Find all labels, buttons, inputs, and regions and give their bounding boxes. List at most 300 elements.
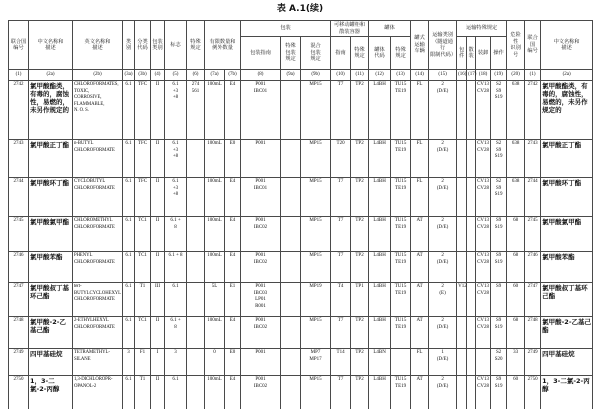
chinese-name-cell: 氯甲酸酯类，有毒的，腐蚀性，易燃的，未另作规定的 <box>29 81 73 140</box>
un-number-repeat-cell: 2749 <box>525 349 541 376</box>
chinese-name-repeat-cell: 氯甲酸环丁酯 <box>541 178 593 217</box>
packing-group-cell: II <box>151 217 165 252</box>
packing-group-cell: II <box>151 178 165 217</box>
table-row-2742 <box>9 81 593 140</box>
labels-cell: 6.1 +3 +8 <box>165 81 187 140</box>
tank-code-cell: L4BH <box>369 140 391 178</box>
special-provisions-loading-cell: CV13 CV28 <box>476 178 491 217</box>
special-packing-provisions-cell <box>281 81 301 140</box>
class-cell: 6.1 <box>123 376 135 409</box>
packing-group-cell: II <box>151 252 165 283</box>
excepted-quantity-cell: E0 <box>225 140 241 178</box>
chinese-name-cell: 氯甲酸苯酯 <box>29 252 73 283</box>
class-cell: 6.1 <box>123 178 135 217</box>
portable-tank-special-provisions-cell: TP2 <box>351 140 369 178</box>
transport-category-cell: 2 (E) <box>429 283 457 317</box>
hazard-identification-number-cell: 60 <box>507 376 525 409</box>
english-name-cell: CHLOROFORMATES, TOXIC, CORROSIVE, FLAMMABLE, N. O. S. <box>73 81 123 140</box>
special-provisions-packages-cell <box>457 252 467 283</box>
classification-code-cell: TC1 <box>135 252 151 283</box>
column-number-un-number-repeat: (1) <box>525 70 541 81</box>
header-tank-special-provisions: 特殊 规定 <box>391 37 411 70</box>
column-number-limited-quantity: (7a) <box>205 70 225 81</box>
column-number-packing-instruction: (8) <box>241 70 281 81</box>
tank-vehicle-cell: FL <box>411 349 429 376</box>
column-number-portable-tank-special-provisions: (11) <box>351 70 369 81</box>
tank-code-cell: L4BH <box>369 81 391 140</box>
un-number-cell: 2750 <box>9 376 29 409</box>
limited-quantity-cell: 100mL <box>205 81 225 140</box>
chinese-name-repeat-cell: 1，3-二氯-2-丙醇 <box>541 376 593 409</box>
header-row-column-numbers <box>9 70 593 81</box>
portable-tank-special-provisions-cell: TP2 <box>351 252 369 283</box>
special-provisions-packages-cell: V12 <box>457 283 467 317</box>
column-number-class: (3a) <box>123 70 135 81</box>
column-number-special-provisions-operation: (19) <box>491 70 507 81</box>
chinese-name-repeat-cell: 氯甲酸酯类，有毒的，腐蚀性，易燃的，未另作规定的 <box>541 81 593 140</box>
limited-quantity-cell: 100mL <box>205 178 225 217</box>
special-provisions-operation-cell: S2 S9 S19 <box>491 81 507 140</box>
limited-quantity-cell: 100mL <box>205 376 225 409</box>
chinese-name-cell: 氯甲酸正丁酯 <box>29 140 73 178</box>
class-cell: 6.1 <box>123 217 135 252</box>
tank-vehicle-cell: AT <box>411 376 429 409</box>
un-number-repeat-cell: 2750 <box>525 376 541 409</box>
special-provisions-loading-cell: CV13 CV28 <box>476 81 491 140</box>
header-english-name: 英文名称和 描述 <box>73 21 123 70</box>
english-name-cell: 1,3-DICHLOROPR- OPANOL-2 <box>73 376 123 409</box>
classification-code-cell: T1 <box>135 283 151 317</box>
special-provisions-bulk-cell <box>467 81 476 140</box>
tank-special-provisions-cell: TU15 TE19 <box>391 376 411 409</box>
table-row-2746 <box>9 252 593 283</box>
packing-group-cell: III <box>151 283 165 317</box>
special-provisions-loading-cell: CV13 CV28 <box>476 283 491 317</box>
excepted-quantity-cell: E1 <box>225 283 241 317</box>
special-provisions-cell <box>187 140 205 178</box>
header-special-provisions-bulk: 散装 <box>467 37 476 70</box>
classification-code-cell: TFC <box>135 81 151 140</box>
chinese-name-cell: 氯甲酸氯甲酯 <box>29 217 73 252</box>
special-packing-provisions-cell <box>281 349 301 376</box>
column-number-classification-code: (3b) <box>135 70 151 81</box>
special-provisions-cell <box>187 317 205 349</box>
mixed-packing-provisions-cell: MP15 <box>301 376 331 409</box>
tank-special-provisions-cell: TU15 TE19 <box>391 317 411 349</box>
portable-tank-instruction-cell: T4 <box>331 283 351 317</box>
portable-tank-instruction-cell: T14 <box>331 349 351 376</box>
transport-category-cell: 2 (D/E) <box>429 317 457 349</box>
special-packing-provisions-cell <box>281 376 301 409</box>
dangerous-goods-table <box>8 20 593 409</box>
special-provisions-cell <box>187 283 205 317</box>
tank-code-cell: L4BH <box>369 178 391 217</box>
hazard-identification-number-cell: 60 <box>507 283 525 317</box>
special-provisions-loading-cell <box>476 349 491 376</box>
packing-group-cell: II <box>151 140 165 178</box>
tank-vehicle-cell: AT <box>411 217 429 252</box>
transport-category-cell: 2 (D/E) <box>429 140 457 178</box>
transport-category-cell: 2 (D/E) <box>429 81 457 140</box>
special-packing-provisions-cell <box>281 140 301 178</box>
column-number-hazard-identification-number: (20) <box>507 70 525 81</box>
table-row-2744 <box>9 178 593 217</box>
packing-group-cell: II <box>151 317 165 349</box>
special-provisions-operation-cell: S2 S9 S19 <box>491 178 507 217</box>
column-number-transport-category: (15) <box>429 70 457 81</box>
packing-instruction-cell: P001 IBC02 <box>241 317 281 349</box>
special-provisions-loading-cell: CV13 CV28 <box>476 252 491 283</box>
portable-tank-instruction-cell: T7 <box>331 317 351 349</box>
special-provisions-packages-cell <box>457 349 467 376</box>
portable-tank-special-provisions-cell: TP2 <box>351 376 369 409</box>
column-number-special-provisions-packages: (16) <box>457 70 467 81</box>
column-number-chinese-name: (2a) <box>29 70 73 81</box>
packing-instruction-cell: P001 <box>241 140 281 178</box>
class-cell: 6.1 <box>123 252 135 283</box>
un-number-cell: 2743 <box>9 140 29 178</box>
portable-tank-instruction-cell: T7 <box>331 217 351 252</box>
english-name-cell: tert- BUTYLCYCLOHEXYL CHLOROFORMATE <box>73 283 123 317</box>
tank-vehicle-cell: AT <box>411 283 429 317</box>
special-provisions-loading-cell: CV13 CV28 <box>476 317 491 349</box>
column-number-tank-code: (12) <box>369 70 391 81</box>
mixed-packing-provisions-cell: MP15 <box>301 217 331 252</box>
header-transport-category: 运输类别 （隧道通行 限制代码） <box>429 21 457 70</box>
packing-group-cell: I <box>151 349 165 376</box>
portable-tank-special-provisions-cell: TP2 <box>351 317 369 349</box>
tank-vehicle-cell: AT <box>411 252 429 283</box>
header-special-provisions: 特殊 规定 <box>187 21 205 70</box>
header-special-provisions-operation: 操作 <box>491 37 507 70</box>
labels-cell: 6.1 <box>165 376 187 409</box>
packing-instruction-cell: P001 <box>241 349 281 376</box>
class-cell: 3 <box>123 349 135 376</box>
un-number-repeat-cell: 2745 <box>525 217 541 252</box>
transport-category-cell: 2 (D/E) <box>429 252 457 283</box>
column-number-excepted-quantity: (7b) <box>225 70 241 81</box>
class-cell: 6.1 <box>123 140 135 178</box>
tank-special-provisions-cell: TU15 TE19 <box>391 81 411 140</box>
header-un-number-repeat: 联合国 编号 <box>525 21 541 70</box>
english-name-cell: CHLOROMETHYL CHLOROFORMATE <box>73 217 123 252</box>
column-number-english-name: (2b) <box>73 70 123 81</box>
un-number-cell: 2742 <box>9 81 29 140</box>
portable-tank-special-provisions-cell: TP1 <box>351 283 369 317</box>
column-number-mixed-packing-provisions: (9b) <box>301 70 331 81</box>
un-number-cell: 2747 <box>9 283 29 317</box>
excepted-quantity-cell: E4 <box>225 81 241 140</box>
header-packing-instructions: 包装指南 <box>241 37 281 70</box>
tank-code-cell: L4BH <box>369 217 391 252</box>
excepted-quantity-cell: E4 <box>225 376 241 409</box>
packing-instruction-cell: P001 IBC02 <box>241 252 281 283</box>
class-cell: 6.1 <box>123 317 135 349</box>
header-classification-code: 分类 代码 <box>135 21 151 70</box>
header-un-number: 联合国 编号 <box>9 21 29 70</box>
header-labels: 标志 <box>165 21 187 70</box>
special-provisions-bulk-cell <box>467 283 476 317</box>
tank-special-provisions-cell <box>391 349 411 376</box>
special-packing-provisions-cell <box>281 178 301 217</box>
tank-vehicle-cell: AT <box>411 317 429 349</box>
class-cell: 6.1 <box>123 283 135 317</box>
tank-code-cell: L4BH <box>369 317 391 349</box>
special-provisions-operation-cell: S9 S19 <box>491 217 507 252</box>
labels-cell: 3 <box>165 349 187 376</box>
classification-code-cell: TC1 <box>135 217 151 252</box>
labels-cell: 6.1 +3 +8 <box>165 140 187 178</box>
tank-special-provisions-cell: TU15 TE19 <box>391 140 411 178</box>
special-provisions-cell <box>187 376 205 409</box>
special-provisions-packages-cell <box>457 217 467 252</box>
limited-quantity-cell: 100mL <box>205 317 225 349</box>
special-provisions-operation-cell: S9 <box>491 283 507 317</box>
labels-cell: 6.1 + 8 <box>165 317 187 349</box>
column-number-special-provisions: (6) <box>187 70 205 81</box>
english-name-cell: CYCLOBUTYL CHLOROFORMATE <box>73 178 123 217</box>
header-tank-vehicle: 罐式 运输 车辆 <box>411 21 429 70</box>
hazard-identification-number-cell: 68 <box>507 317 525 349</box>
classification-code-cell: TC1 <box>135 317 151 349</box>
special-provisions-operation-cell: S2 S9 S19 <box>491 140 507 178</box>
special-provisions-cell <box>187 217 205 252</box>
tank-special-provisions-cell: TU15 TE19 <box>391 252 411 283</box>
transport-category-cell: 2 (D/E) <box>429 217 457 252</box>
packing-group-cell: II <box>151 376 165 409</box>
un-number-repeat-cell: 2748 <box>525 317 541 349</box>
tank-special-provisions-cell: TU15 TE19 <box>391 178 411 217</box>
special-packing-provisions-cell <box>281 217 301 252</box>
special-provisions-bulk-cell <box>467 376 476 409</box>
excepted-quantity-cell: E4 <box>225 252 241 283</box>
table-row-2747 <box>9 283 593 317</box>
transport-category-cell: 2 (D/E) <box>429 376 457 409</box>
special-provisions-packages-cell <box>457 81 467 140</box>
un-number-repeat-cell: 2746 <box>525 252 541 283</box>
classification-code-cell: TFC <box>135 178 151 217</box>
mixed-packing-provisions-cell: MP15 <box>301 317 331 349</box>
special-provisions-loading-cell: CV13 CV28 <box>476 376 491 409</box>
table-title: 表 A.1(续) <box>276 4 324 14</box>
table-row-2745 <box>9 217 593 252</box>
special-provisions-loading-cell: CV13 CV28 <box>476 217 491 252</box>
english-name-cell: n-BUTYL CHLOROFORMATE <box>73 140 123 178</box>
header-row-groups <box>9 21 593 37</box>
column-number-tank-special-provisions: (13) <box>391 70 411 81</box>
special-provisions-bulk-cell <box>467 252 476 283</box>
table-row-2743 <box>9 140 593 178</box>
chinese-name-repeat-cell: 氯甲酸-2-乙基己酯 <box>541 317 593 349</box>
classification-code-cell: T1 <box>135 376 151 409</box>
special-provisions-cell <box>187 349 205 376</box>
header-portable-tank-instructions: 指南 <box>331 37 351 70</box>
chinese-name-repeat-cell: 四甲基硅烷 <box>541 349 593 376</box>
mixed-packing-provisions-cell: MP15 <box>301 140 331 178</box>
header-packaging-group: 包装 <box>241 21 331 37</box>
special-provisions-packages-cell <box>457 178 467 217</box>
classification-code-cell: TFC <box>135 140 151 178</box>
column-number-special-provisions-loading: (18) <box>476 70 491 81</box>
special-provisions-operation-cell: S9 S19 <box>491 376 507 409</box>
portable-tank-instruction-cell: T20 <box>331 140 351 178</box>
portable-tank-special-provisions-cell: TP2 <box>351 178 369 217</box>
special-provisions-cell: 274 561 <box>187 81 205 140</box>
header-chinese-name: 中文名称和 描述 <box>29 21 73 70</box>
table-row-2750 <box>9 376 593 409</box>
column-number-special-provisions-bulk: (17) <box>467 70 476 81</box>
tank-special-provisions-cell: TU15 TE19 <box>391 217 411 252</box>
mixed-packing-provisions-cell: MP19 <box>301 283 331 317</box>
header-special-packing-provisions: 特殊 包装 规定 <box>281 37 301 70</box>
chinese-name-cell: 1，3-二氯-2-丙醇 <box>29 376 73 409</box>
table-body <box>9 81 593 409</box>
un-number-cell: 2744 <box>9 178 29 217</box>
classification-code-cell: F1 <box>135 349 151 376</box>
un-number-cell: 2746 <box>9 252 29 283</box>
header-special-provisions-packages: 包件 <box>457 37 467 70</box>
limited-quantity-cell: 100mL <box>205 252 225 283</box>
header-limited-excepted-quantities: 有限数量和 例外数量 <box>205 21 241 70</box>
header-mixed-packing-provisions: 混合 包装 规定 <box>301 37 331 70</box>
special-provisions-cell <box>187 178 205 217</box>
un-number-repeat-cell: 2742 <box>525 81 541 140</box>
limited-quantity-cell: 5L <box>205 283 225 317</box>
special-packing-provisions-cell <box>281 283 301 317</box>
header-tank-code: 罐体 代码 <box>369 37 391 70</box>
special-provisions-bulk-cell <box>467 217 476 252</box>
un-number-cell: 2745 <box>9 217 29 252</box>
hazard-identification-number-cell: 68 <box>507 217 525 252</box>
tank-code-cell: L4BH <box>369 283 391 317</box>
hazard-identification-number-cell: 638 <box>507 81 525 140</box>
table-header <box>9 21 593 81</box>
special-provisions-operation-cell: S2 S20 <box>491 349 507 376</box>
chinese-name-repeat-cell: 氯甲酸苯酯 <box>541 252 593 283</box>
tank-code-cell: L4BN <box>369 349 391 376</box>
hazard-identification-number-cell: 638 <box>507 178 525 217</box>
portable-tank-instruction-cell: T7 <box>331 178 351 217</box>
chinese-name-cell: 四甲基硅烷 <box>29 349 73 376</box>
labels-cell: 6.1 +3 +8 <box>165 178 187 217</box>
un-number-repeat-cell: 2743 <box>525 140 541 178</box>
portable-tank-instruction-cell: T7 <box>331 376 351 409</box>
portable-tank-instruction-cell: T7 <box>331 252 351 283</box>
header-tanks-group: 罐体 <box>369 21 411 37</box>
un-number-cell: 2749 <box>9 349 29 376</box>
limited-quantity-cell: 100mL <box>205 140 225 178</box>
excepted-quantity-cell: E0 <box>225 349 241 376</box>
special-provisions-packages-cell <box>457 317 467 349</box>
tank-vehicle-cell: FL <box>411 178 429 217</box>
special-provisions-bulk-cell <box>467 140 476 178</box>
special-packing-provisions-cell <box>281 252 301 283</box>
chinese-name-cell: 氯甲酸叔丁基环己酯 <box>29 283 73 317</box>
column-number-labels: (5) <box>165 70 187 81</box>
header-packing-group: 包装 类别 <box>151 21 165 70</box>
special-provisions-packages-cell <box>457 140 467 178</box>
column-number-un-number: (1) <box>9 70 29 81</box>
column-number-portable-tank-instruction: (10) <box>331 70 351 81</box>
packing-group-cell: II <box>151 81 165 140</box>
mixed-packing-provisions-cell: MP15 <box>301 178 331 217</box>
header-portable-tanks-group: 可移动罐柜和 散装容器 <box>331 21 369 37</box>
column-number-tank-vehicle: (14) <box>411 70 429 81</box>
excepted-quantity-cell: E4 <box>225 217 241 252</box>
portable-tank-special-provisions-cell: TP2 <box>351 349 369 376</box>
limited-quantity-cell: 100mL <box>205 217 225 252</box>
column-number-special-packing-provisions: (9a) <box>281 70 301 81</box>
limited-quantity-cell: 0 <box>205 349 225 376</box>
labels-cell: 6.1 + 8 <box>165 217 187 252</box>
mixed-packing-provisions-cell: MP15 <box>301 252 331 283</box>
excepted-quantity-cell: E4 <box>225 178 241 217</box>
packing-instruction-cell: P001 IBC01 <box>241 178 281 217</box>
tank-vehicle-cell: FL <box>411 81 429 140</box>
special-packing-provisions-cell <box>281 317 301 349</box>
hazard-identification-number-cell: 68 <box>507 252 525 283</box>
chinese-name-cell: 氯甲酸-2-乙基己酯 <box>29 317 73 349</box>
header-portable-tank-special-provisions: 特殊 规定 <box>351 37 369 70</box>
tank-vehicle-cell: FL <box>411 140 429 178</box>
portable-tank-special-provisions-cell: TP2 <box>351 217 369 252</box>
packing-instruction-cell: P001 IBC03 LP01 R001 <box>241 283 281 317</box>
tank-code-cell: L4BH <box>369 376 391 409</box>
special-provisions-packages-cell <box>457 376 467 409</box>
tank-code-cell: L4BH <box>369 252 391 283</box>
english-name-cell: TETRAMETHYL- SILANE <box>73 349 123 376</box>
special-provisions-operation-cell: S9 S19 <box>491 252 507 283</box>
special-provisions-bulk-cell <box>467 349 476 376</box>
chinese-name-cell: 氯甲酸环丁酯 <box>29 178 73 217</box>
special-provisions-loading-cell: CV13 CV28 <box>476 140 491 178</box>
transport-category-cell: 1 (D/E) <box>429 349 457 376</box>
table-row-2748 <box>9 317 593 349</box>
chinese-name-repeat-cell: 氯甲酸叔丁基环己酯 <box>541 283 593 317</box>
hazard-identification-number-cell: 33 <box>507 349 525 376</box>
mixed-packing-provisions-cell: MP15 <box>301 81 331 140</box>
portable-tank-instruction-cell: T7 <box>331 81 351 140</box>
chinese-name-repeat-cell: 氯甲酸正丁酯 <box>541 140 593 178</box>
un-number-repeat-cell: 2744 <box>525 178 541 217</box>
portable-tank-special-provisions-cell: TP2 <box>351 81 369 140</box>
un-number-repeat-cell: 2747 <box>525 283 541 317</box>
special-provisions-operation-cell: S9 S19 <box>491 317 507 349</box>
english-name-cell: PHENYL CHLOROFORMATE <box>73 252 123 283</box>
packing-instruction-cell: P001 IBC02 <box>241 376 281 409</box>
packing-instruction-cell: P001 IBC02 <box>241 217 281 252</box>
tank-special-provisions-cell: TU15 TE19 <box>391 283 411 317</box>
header-special-provisions-loading: 装卸 <box>476 37 491 70</box>
table-row-2749 <box>9 349 593 376</box>
header-transport-special-provisions-group: 运输特殊规定 <box>457 21 507 37</box>
packing-instruction-cell: P001 IBC01 <box>241 81 281 140</box>
special-provisions-bulk-cell <box>467 317 476 349</box>
mixed-packing-provisions-cell: MP7 MP17 <box>301 349 331 376</box>
header-chinese-name-repeat: 中文名称和 描述 <box>541 21 593 70</box>
column-number-packing-group: (4) <box>151 70 165 81</box>
header-hazard-identification-number: 危险性 识别号 <box>507 21 525 70</box>
header-class: 类别 <box>123 21 135 70</box>
chinese-name-repeat-cell: 氯甲酸氯甲酯 <box>541 217 593 252</box>
un-number-cell: 2748 <box>9 317 29 349</box>
hazard-identification-number-cell: 638 <box>507 140 525 178</box>
special-provisions-bulk-cell <box>467 178 476 217</box>
class-cell: 6.1 <box>123 81 135 140</box>
transport-category-cell: 2 (D/E) <box>429 178 457 217</box>
labels-cell: 6.1 <box>165 283 187 317</box>
special-provisions-cell <box>187 252 205 283</box>
